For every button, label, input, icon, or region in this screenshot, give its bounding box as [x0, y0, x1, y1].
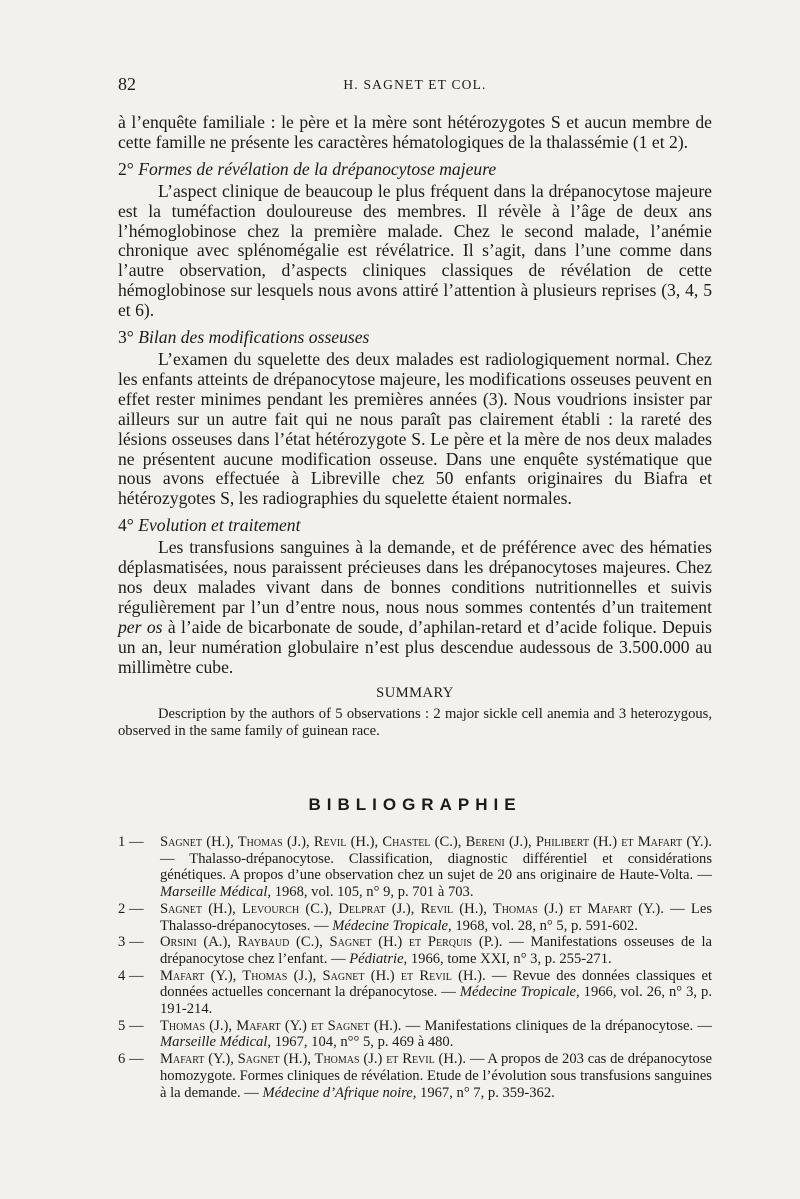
paragraph-bone: L’examen du squelette des deux malades est radiologiquement normal. Chez les enfants atteints de drépanocytose majeure, les modifications osseuses peuvent en effet rester minimes pendant les premières années (3). Nous voudrions insister par ailleurs sur un autre fait qui ne nous paraît pas clairement établi : la rareté des lésions osseuses dans l’état hétérozygote S. Le père et la mère de nos deux malades ne présentent aucune modification osseuse. Dans une enquête systématique que nous avons effectuée à Libreville chez 50 enfants originaires du Biafra et hétérozygotes S, les radiographies du squelette étaient normales. — [118, 348, 712, 509]
paragraph-treatment-emphasis: per os — [118, 616, 163, 637]
reference-item — [118, 934, 712, 967]
reference-number: 6 — — [118, 1051, 144, 1068]
reference-journal: Marseille Médical, — [160, 1034, 272, 1051]
reference-details: 1968, vol. 105, n° 9, p. 701 à 703. — [271, 884, 474, 901]
reference-title: — Les Thalasso-drépanocytoses. — — [160, 900, 713, 934]
paragraph-treatment-part1: Les transfusions sanguines à la demande, et de préférence avec des hématies déplasmatisées, nous paraissent précieuses dans les drépanocytoses majeures. Chez nos deux malades vivant dans de bonnes conditions nutritionnelles et suivis régulièrement par l’un d’entre nous, nous nous sommes contentés d’un traitement — [118, 537, 712, 617]
reference-journal: Médecine Tropicale, — [332, 917, 452, 934]
reference-authors: Orsini (A.), Raybaud (C.), Sagnet (H.) et Perquis (P.). — [160, 934, 503, 951]
section-number: 2° — [118, 158, 134, 179]
reference-authors: Mafart (Y.), Thomas (J.), Sagnet (H.) et Revil (H.). — [160, 967, 486, 984]
reference-title: — Manifestations cliniques de la drépanocytose. — — [401, 1017, 712, 1034]
reference-details: 1967, 104, n°° 5, p. 469 à 480. — [271, 1034, 454, 1051]
section-heading-treatment — [118, 516, 712, 536]
reference-authors: Sagnet (H.), Thomas (J.), Revil (H.), Chastel (C.), Bereni (J.), Philibert (H.) et Mafart (Y.). — [160, 834, 712, 850]
reference-authors: Sagnet (H.), Levourch (C.), Delprat (J.), Revil (H.), Thomas (J.) et Mafart (Y.). — [160, 900, 664, 917]
reference-item — [118, 1018, 712, 1051]
reference-item — [118, 968, 712, 1018]
paragraph-treatment — [118, 538, 712, 677]
reference-authors: Thomas (J.), Mafart (Y.) et Sagnet (H.). — [160, 1017, 402, 1034]
paragraph-revelation: L’aspect clinique de beaucoup le plus fréquent dans la drépanocytose majeure est la tuméfaction douloureuse des membres. Il révèle à l’âge de deux ans l’hémoglobinose chez la première malade. Chez le second malade, l’anémie chronique avec splénomégalie est révélatrice. Il s’agit, dans l’une comme dans l’autre observation, d’aspects cliniques classiques de révélation de cette hémoglobinose sur lesquels nous avons attiré l’attention à plusieurs reprises (3, 4, 5 et 6). — [118, 180, 712, 321]
section-heading-revelation — [118, 160, 712, 180]
section-title: Formes de révélation de la drépanocytose majeure — [138, 158, 497, 179]
reference-journal: Marseille Médical, — [160, 884, 272, 901]
page-number: 82 — [118, 74, 136, 94]
body-text — [118, 113, 712, 740]
reference-number: 2 — — [118, 900, 144, 917]
reference-item — [118, 901, 712, 934]
page-header — [118, 74, 712, 98]
bibliography-title: BIBLIOGRAPHIE — [308, 795, 522, 814]
reference-details: 1966, tome XXI, n° 3, p. 255-271. — [407, 950, 612, 967]
reference-details: 1967, n° 7, p. 359-362. — [416, 1084, 555, 1101]
section-heading-bone — [118, 328, 712, 348]
reference-authors: Mafart (Y.), Sagnet (H.), Thomas (J.) et Revil (H.). — [160, 1051, 467, 1068]
reference-title: — Thalasso-drépanocytose. Classification, diagnostic différentiel et considérations génétiques. A propos d’une observation chez un sujet de 20 ans originaire de Haute-Volta. — — [160, 850, 712, 884]
reference-title: — A propos de 203 cas de drépanocytose homozygote. Formes cliniques de révélation. Etude de l’évolution sous transfusions sanguines à la demande. — — [160, 1051, 712, 1101]
paragraph-treatment-part2: à l’aide de bicarbonate de soude, d’aphilan-retard et d’acide folique. Depuis un an, leur numération globulaire n’est plus descendue audessous de 3.500.000 au millimètre cube. — [118, 616, 712, 677]
reference-journal: Médecine Tropicale, — [459, 984, 580, 1001]
summary-text: Description by the authors of 5 observations : 2 major sickle cell anemia and 3 heterozygous, observed in the same family of guinean race. — [118, 706, 712, 740]
reference-number: 4 — — [118, 967, 144, 984]
reference-number: 5 — — [118, 1017, 144, 1034]
reference-title: — Manifestations osseuses de la drépanocytose chez l’enfant. — — [160, 934, 712, 967]
section-title: Evolution et traitement — [138, 515, 301, 536]
reference-number: 1 — — [118, 834, 144, 850]
section-number: 4° — [118, 515, 134, 536]
running-head: H. SAGNET ET COL. — [343, 77, 487, 92]
section-title: Bilan des modifications osseuses — [138, 327, 370, 348]
summary-title: SUMMARY — [376, 685, 454, 702]
reference-details: 1966, vol. 26, n° 3, p. 191-214. — [160, 984, 712, 1018]
reference-item — [118, 834, 712, 901]
section-number: 3° — [118, 327, 134, 348]
paragraph-familial-inquiry: à l’enquête familiale : le père et la mère sont hétérozygotes S et aucun membre de cette famille ne présente les caractères hématologiques de la thalassémie (1 et 2). — [118, 112, 712, 152]
reference-journal: Médecine d’Afrique noire, — [262, 1084, 417, 1101]
reference-details: 1968, vol. 28, n° 5, p. 591-602. — [451, 917, 638, 934]
reference-number: 3 — — [118, 934, 144, 951]
reference-journal: Pédiatrie, — [349, 950, 408, 967]
reference-list — [118, 834, 712, 1101]
reference-item — [118, 1051, 712, 1101]
reference-title: — Revue des données classiques et données actuelles concernant la drépanocytose. — — [160, 967, 712, 1001]
